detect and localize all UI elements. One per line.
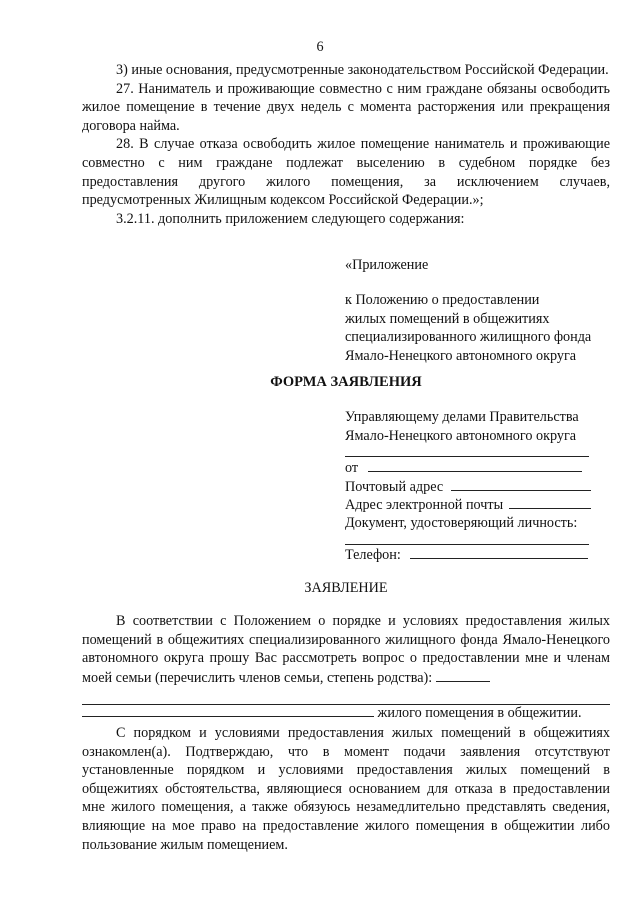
phone-row bbox=[345, 545, 611, 565]
form-title: ФОРМА ЗАЯВЛЕНИЯ bbox=[270, 374, 422, 390]
intro-paragraph: 28. В случае отказа освободить жилое помещение наниматель и проживающие совместно с ним граждане подлежат выселению в судебном порядке без предоставления другого жилого помещения, за исключением случаев, предусмотренных Жилищным кодексом Российской Федерации.»; bbox=[82, 136, 610, 209]
dormitory-suffix: жилого помещения в общежитии. bbox=[377, 705, 582, 721]
acknowledgement-section bbox=[82, 724, 610, 854]
document-label: Документ, удостоверяющий личность: bbox=[345, 515, 578, 531]
intro-paragraph: 27. Наниматель и проживающие совместно с ним граждане обязаны освободить жилое помещение в течение двух недель с момента расторжения или прекращения договора найма. bbox=[82, 80, 610, 134]
from-label: от bbox=[345, 460, 359, 476]
intro-section bbox=[82, 61, 610, 228]
page-number: 6 bbox=[316, 39, 324, 55]
dormitory-field[interactable] bbox=[82, 703, 374, 717]
email-field[interactable] bbox=[509, 495, 591, 509]
intro-paragraph: 3.2.11. дополнить приложением следующего содержания: bbox=[116, 210, 465, 227]
phone-field[interactable] bbox=[410, 545, 588, 559]
appendix-block bbox=[345, 291, 611, 365]
phone-label: Телефон: bbox=[345, 547, 401, 563]
statement-title: ЗАЯВЛЕНИЕ bbox=[304, 580, 388, 596]
appendix-heading: «Приложение bbox=[345, 257, 429, 273]
family-field[interactable] bbox=[436, 668, 490, 682]
statement-section bbox=[82, 612, 610, 687]
from-field[interactable] bbox=[368, 458, 582, 472]
acknowledgement-paragraph: С порядком и условиями предоставления жилых помещений в общежитиях ознакомлен(а). Подтверждаю, что в момент подачи заявления отсутствуют установленные порядком и условиями предоставления жилых помещений в общежитиях обстоятельства, являющиеся основанием для отказа в предоставлении мне жилого помещения, а также обязуюсь незамедлительно представлять сведения, влияющие на мое право на предоставление жилого помещения в общежитии либо пользование жилым помещением. bbox=[82, 725, 610, 853]
statement-paragraph bbox=[82, 612, 610, 687]
email-row bbox=[345, 495, 611, 515]
appendix-line: к Положению о предоставлении bbox=[345, 292, 540, 308]
blank-line[interactable] bbox=[345, 456, 589, 457]
addressee-line: Управляющему делами Правительства bbox=[345, 409, 579, 425]
appendix-line: специализированного жилищного фонда bbox=[345, 329, 592, 346]
appendix-line: жилых помещений в общежитиях bbox=[345, 310, 550, 327]
dormitory-row bbox=[82, 703, 610, 723]
statement-text: В соответствии с Положением о порядке и условиях предоставления жилых помещений в общежитиях специализированного жилищного фонда Ямало-Ненецкого автономного округа прошу Вас рассмотреть вопрос о предоставлении мне и членам моей семьи (перечислить членов семьи, степень родства): bbox=[82, 613, 610, 686]
postal-field[interactable] bbox=[451, 477, 591, 491]
intro-paragraph: 3) иные основания, предусмотренные законодательством Российской Федерации. bbox=[116, 62, 609, 78]
from-row bbox=[345, 458, 611, 478]
addressee-line: Ямало-Ненецкого автономного округа bbox=[345, 427, 577, 444]
postal-row bbox=[345, 477, 611, 497]
postal-label: Почтовый адрес bbox=[345, 479, 444, 495]
document-row bbox=[345, 514, 611, 533]
appendix-line: Ямало-Ненецкого автономного округа bbox=[345, 347, 577, 364]
addressee-block bbox=[345, 408, 611, 445]
email-label: Адрес электронной почты bbox=[345, 497, 504, 513]
